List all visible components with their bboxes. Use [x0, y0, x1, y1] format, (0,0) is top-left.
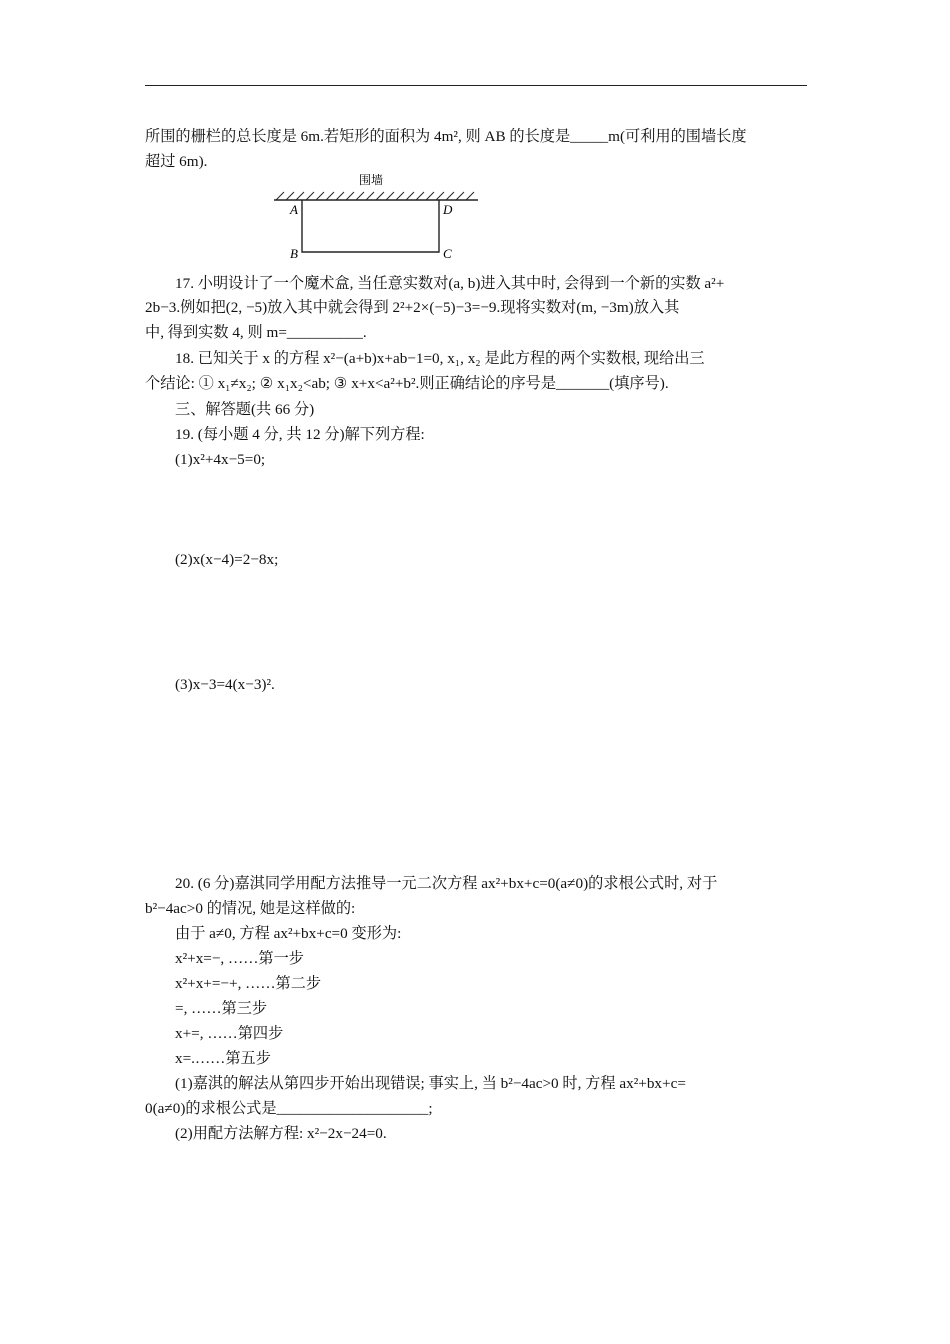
q18-text-line2: 个结论: ① x₁≠x₂; ② x₁x₂<ab; ③ x+x<a²+b².则正确结论的序号是_______(填序号). — [145, 375, 669, 392]
q17-text-line1: 17. 小明设计了一个魔术盒, 当任意实数对(a, b)进入其中时, 会得到一个新的实数 a²+ — [175, 275, 725, 292]
q20-sub1-line2: 0(a≠0)的求根公式是____________________; — [145, 1100, 433, 1117]
header-rule — [145, 85, 807, 86]
q19-intro: 19. (每小题 4 分, 共 12 分)解下列方程: — [175, 426, 425, 443]
point-c-label: C — [443, 246, 452, 261]
q18-text-line1: 18. 已知关于 x 的方程 x²−(a+b)x+ab−1=0, x₁, x₂ 是此方程的两个实数根, 现给出三 — [175, 350, 705, 367]
wall-label: 围墙 — [359, 173, 384, 187]
point-a-label: A — [290, 202, 298, 217]
q20-text-line2: b²−4ac>0 的情况, 她是这样做的: — [145, 900, 356, 917]
fence-rectangle — [302, 200, 439, 252]
q17-text-line3: 中, 得到实数 4, 则 m=__________. — [145, 324, 367, 341]
wall-rectangle-figure — [268, 168, 483, 264]
q16-text-line1: 所围的栅栏的总长度是 6m.若矩形的面积为 4m², 则 AB 的长度是_____m(可利用的围墙长度 — [145, 128, 747, 145]
q20-step2: x²+x+=−+, ……第二步 — [175, 975, 322, 992]
q20-text-line1: 20. (6 分)嘉淇同学用配方法推导一元二次方程 ax²+bx+c=0(a≠0)的求根公式时, 对于 — [175, 875, 718, 892]
point-b-label: B — [290, 246, 298, 261]
q20-sub1-line1: (1)嘉淇的解法从第四步开始出现错误; 事实上, 当 b²−4ac>0 时, 方程 ax²+bx+c= — [175, 1075, 686, 1092]
point-d-label: D — [443, 202, 453, 217]
q20-step1: x²+x=−, ……第一步 — [175, 950, 304, 967]
q19-part2: (2)x(x−4)=2−8x; — [175, 551, 279, 568]
section3-title: 三、解答题(共 66 分) — [175, 401, 315, 418]
q20-step3: =, ……第三步 — [175, 1000, 268, 1017]
q16-text-line2: 超过 6m). — [145, 153, 208, 170]
q20-sub2: (2)用配方法解方程: x²−2x−24=0. — [175, 1125, 387, 1142]
q17-text-line2: 2b−3.例如把(2, −5)放入其中就会得到 2²+2×(−5)−3=−9.现将实数对(m, −3m)放入其 — [145, 299, 680, 316]
wall-hatching — [276, 192, 474, 200]
q20-step4: x+=, ……第四步 — [175, 1025, 284, 1042]
q20-step0: 由于 a≠0, 方程 ax²+bx+c=0 变形为: — [175, 925, 402, 942]
q20-step5: x=.……第五步 — [175, 1050, 271, 1067]
q19-part1: (1)x²+4x−5=0; — [175, 451, 266, 468]
q19-part3: (3)x−3=4(x−3)². — [175, 676, 275, 693]
figure-svg — [268, 168, 483, 264]
